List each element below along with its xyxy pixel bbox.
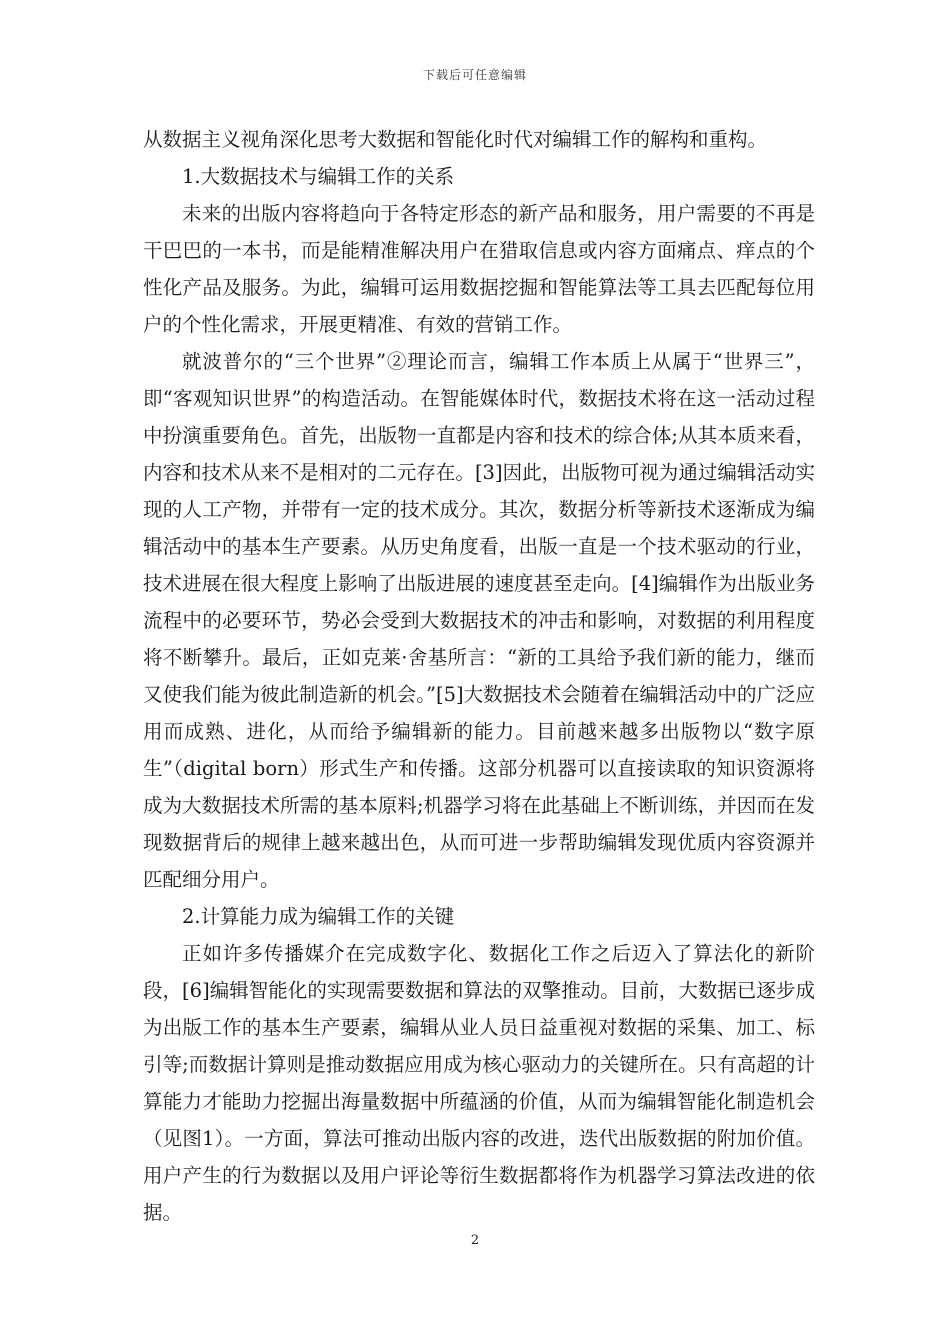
paragraph: 未来的出版内容将趋向于各特定形态的新产品和服务，用户需要的不再是干巴巴的一本书，而是能精准解决用户在猎取信息或内容方面痛点、痒点的个性化产品及服务。为此，编辑可运用数据挖掘和智能算法等工具去匹配每位用户的个性化需求，开展更精准、有效的营销工作。 xyxy=(143,202,815,336)
page-number: 2 xyxy=(470,1233,480,1248)
document-body xyxy=(143,121,815,1231)
paragraph-continuation: 从数据主义视角深化思考大数据和智能化时代对编辑工作的解构和重构。 xyxy=(143,128,768,151)
section-heading-1: 1.大数据技术与编辑工作的关系 xyxy=(182,165,455,188)
page-header: 下载后可任意编辑 xyxy=(422,68,527,82)
section-heading-2: 2.计算能力成为编辑工作的关键 xyxy=(182,905,455,928)
paragraph: 就波普尔的“三个世界”②理论而言，编辑工作本质上从属于“世界三”，即“客观知识世界”的构造活动。在智能媒体时代，数据技术将在这一活动过程中扮演重要角色。首先，出版物一直都是内容和技术的综合体;从其本质来看，内容和技术从来不是相对的二元存在。[3]因此，出版物可视为通过编辑活动实现的人工产物，并带有一定的技术成分。其次，数据分析等新技术逐渐成为编辑活动中的基本生产要素。从历史角度看，出版一直是一个技术驱动的行业，技术进展在很大程度上影响了出版进展的速度甚至走向。[4]编辑作为出版业务流程中的必要环节，势必会受到大数据技术的冲击和影响，对数据的利用程度将不断攀升。最后，正如克莱·舍基所言：“新的工具给予我们新的能力，继而又使我们能为彼此制造新的机会。”[5]大数据技术会随着在编辑活动中的广泛应用而成熟、进化，从而给予编辑新的能力。目前越来越多出版物以“数字原生”（digital born）形式生产和传播。这部分机器可以直接读取的知识资源将成为大数据技术所需的基本原料;机器学习将在此基础上不断训练，并因而在发现数据背后的规律上越来越出色，从而可进一步帮助编辑发现优质内容资源并匹配细分用户。 xyxy=(143,350,815,891)
paragraph: 正如许多传播媒介在完成数字化、数据化工作之后迈入了算法化的新阶段，[6]编辑智能化的实现需要数据和算法的双擎推动。目前，大数据已逐步成为出版工作的基本生产要素，编辑从业人员日益重视对数据的采集、加工、标引等;而数据计算则是推动数据应用成为核心驱动力的关键所在。只有高超的计算能力才能助力挖掘出海量数据中所蕴涵的价值，从而为编辑智能化制造机会（见图1）。一方面，算法可推动出版内容的改进，迭代出版数据的附加价值。用户产生的行为数据以及用户评论等衍生数据都将作为机器学习算法改进的依据。 xyxy=(143,942,815,1224)
